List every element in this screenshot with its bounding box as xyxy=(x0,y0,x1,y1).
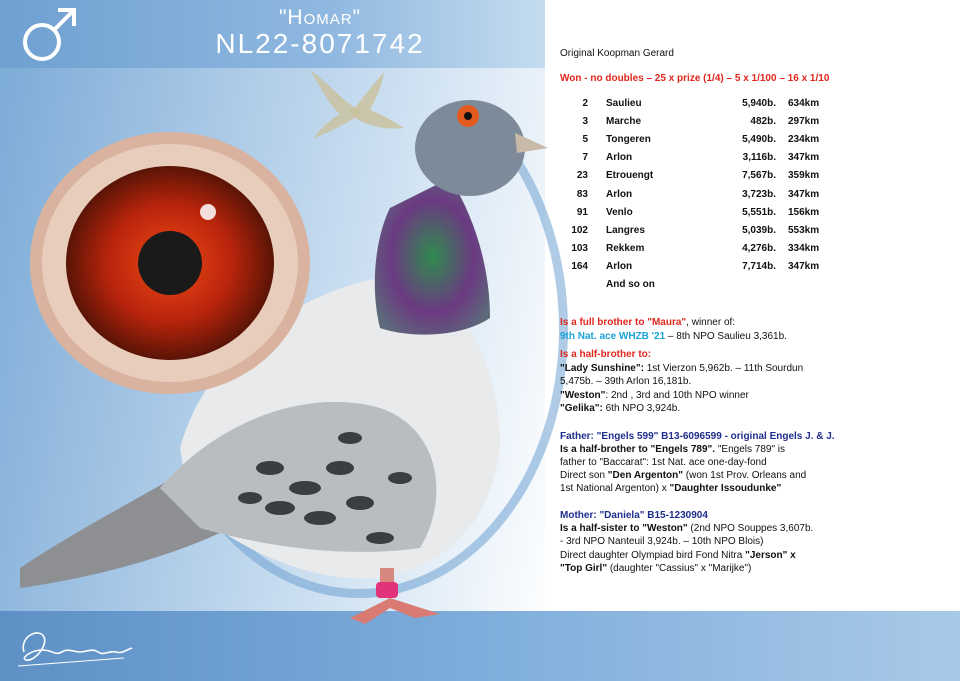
result-birds: 482b. xyxy=(750,115,776,127)
result-birds: 5,490b. xyxy=(742,133,776,145)
mother-line-4 xyxy=(560,562,950,575)
half-brother-heading: Is a half-brother to: xyxy=(560,349,652,360)
result-place: Arlon xyxy=(606,188,633,200)
jerson: "Jerson" x xyxy=(745,550,796,561)
father-heading: Father: "Engels 599" B13-6096599 - original Engels J. & J. xyxy=(560,431,835,442)
koopman-signature xyxy=(14,622,134,670)
result-place: Arlon xyxy=(606,261,633,273)
result-position: 7 xyxy=(582,152,588,164)
result-row xyxy=(560,94,838,112)
result-distance: 347km xyxy=(788,152,820,164)
result-place: Marche xyxy=(606,115,642,127)
result-position: 5 xyxy=(582,133,588,145)
lady-sunshine-text: 1st Vierzon 5,962b. – 11th Sourdun 5,475b. – 39th Arlon 16,181b. xyxy=(560,363,804,388)
result-row xyxy=(560,203,838,221)
gelika-line xyxy=(560,402,950,415)
mother-line-3-a: Direct daughter Olympiad bird Fond Nitra xyxy=(560,550,746,561)
result-place: Tongeren xyxy=(606,133,651,145)
result-birds xyxy=(716,276,788,294)
result-birds: 5,940b. xyxy=(742,97,776,109)
result-distance: 297km xyxy=(788,115,820,127)
result-distance: 234km xyxy=(788,133,820,145)
result-row xyxy=(560,221,838,239)
full-brother-line-1 xyxy=(560,316,950,329)
male-symbol-icon xyxy=(18,4,80,64)
weston-line xyxy=(560,389,950,402)
father-line-1 xyxy=(560,443,950,456)
mother-heading: Mother: "Daniela" B15-1230904 xyxy=(560,510,708,521)
result-row xyxy=(560,276,838,294)
result-position: 3 xyxy=(582,115,588,127)
result-position: 103 xyxy=(571,243,588,255)
result-birds: 7,567b. xyxy=(742,170,776,182)
result-place: Saulieu xyxy=(606,97,642,109)
result-distance: 359km xyxy=(788,170,820,182)
full-brother-line-2 xyxy=(560,330,950,343)
father-line-3-a: Direct son xyxy=(560,470,608,481)
lady-sunshine-line xyxy=(560,362,830,388)
breeder-line: Original Koopman Gerard xyxy=(560,48,674,59)
eye-closeup-photo xyxy=(30,132,310,394)
top-girl: "Top Girl" xyxy=(560,563,608,574)
father-line-3-c: (won 1st Prov. Orleans and xyxy=(683,470,807,481)
mother-line-1-rest: (2nd NPO Souppes 3,607b. xyxy=(687,523,814,534)
mother-line-2: - 3rd NPO Nanteuil 3,924b. – 10th NPO Blois) xyxy=(560,536,764,547)
result-birds: 3,116b. xyxy=(742,152,776,164)
result-birds: 3,723b. xyxy=(742,188,776,200)
den-argenton: "Den Argenton" xyxy=(607,470,684,481)
weston-text: : 2nd , 3rd and 10th NPO winner xyxy=(605,390,749,401)
mother-line-3 xyxy=(560,549,950,562)
result-distance: 156km xyxy=(788,206,820,218)
result-distance: 334km xyxy=(788,243,820,255)
result-place: Langres xyxy=(606,224,645,236)
father-line-3 xyxy=(560,469,950,482)
result-position: 102 xyxy=(571,224,588,236)
pigeon-name: "Homar" xyxy=(278,6,362,29)
result-row xyxy=(560,258,838,276)
result-birds: 7,714b. xyxy=(742,261,776,273)
result-row xyxy=(560,112,838,130)
result-row xyxy=(560,185,838,203)
daughter-issoudunke: "Daughter Issoudunke" xyxy=(669,483,782,494)
result-distance: 347km xyxy=(788,261,820,273)
result-position: 2 xyxy=(582,97,588,109)
result-row xyxy=(560,149,838,167)
result-place: And so on xyxy=(606,279,655,291)
father-line-4-a: 1st National Argenton) x xyxy=(560,483,670,494)
result-distance: 347km xyxy=(788,188,820,200)
gelika-name: "Gelika": xyxy=(560,403,603,414)
full-brother-lead: Is a full brother to "Maura" xyxy=(560,317,687,328)
father-line-4 xyxy=(560,482,950,495)
full-brother-rest: , winner of: xyxy=(686,317,736,328)
result-position: 91 xyxy=(576,206,588,218)
result-position: 23 xyxy=(576,170,588,182)
mother-line-4-b: (daughter "Cassius" x "Marijke") xyxy=(607,563,752,574)
mother-half-sister: Is a half-sister to "Weston" xyxy=(560,523,688,534)
result-distance xyxy=(788,276,838,294)
result-row xyxy=(560,240,838,258)
results-table xyxy=(560,94,838,294)
result-birds: 5,551b. xyxy=(742,206,776,218)
result-birds: 4,276b. xyxy=(742,243,776,255)
result-place: Etrouengt xyxy=(606,170,654,182)
mother-line-1 xyxy=(560,522,950,535)
father-line-1-rest: "Engels 789" is xyxy=(715,444,785,455)
father-half-brother: Is a half-brother to "Engels 789". xyxy=(560,444,716,455)
result-place: Venlo xyxy=(606,206,633,218)
result-place: Arlon xyxy=(606,152,633,164)
result-birds: 5,039b. xyxy=(742,224,776,236)
ring-number: NL22-8071742 xyxy=(215,28,425,59)
result-distance: 634km xyxy=(788,97,820,109)
result-position: 164 xyxy=(571,261,588,273)
result-distance: 553km xyxy=(788,224,820,236)
gelika-text: 6th NPO 3,924b. xyxy=(602,403,681,414)
result-position: 83 xyxy=(576,188,588,200)
result-place: Rekkem xyxy=(606,243,645,255)
lady-sunshine-name: "Lady Sunshine": xyxy=(560,363,644,374)
ace-rest: – 8th NPO Saulieu 3,361b. xyxy=(665,331,787,342)
result-row xyxy=(560,130,838,148)
weston-name: "Weston" xyxy=(560,390,606,401)
prize-summary: Won - no doubles – 25 x prize (1/4) – 5 x 1/100 – 16 x 1/10 xyxy=(560,73,830,84)
ace-title: 9th Nat. ace WHZB '21 xyxy=(560,331,666,342)
result-row xyxy=(560,167,838,185)
father-line-2: father to "Baccarat": 1st Nat. ace one-day-fond xyxy=(560,457,767,468)
result-position xyxy=(560,276,606,294)
